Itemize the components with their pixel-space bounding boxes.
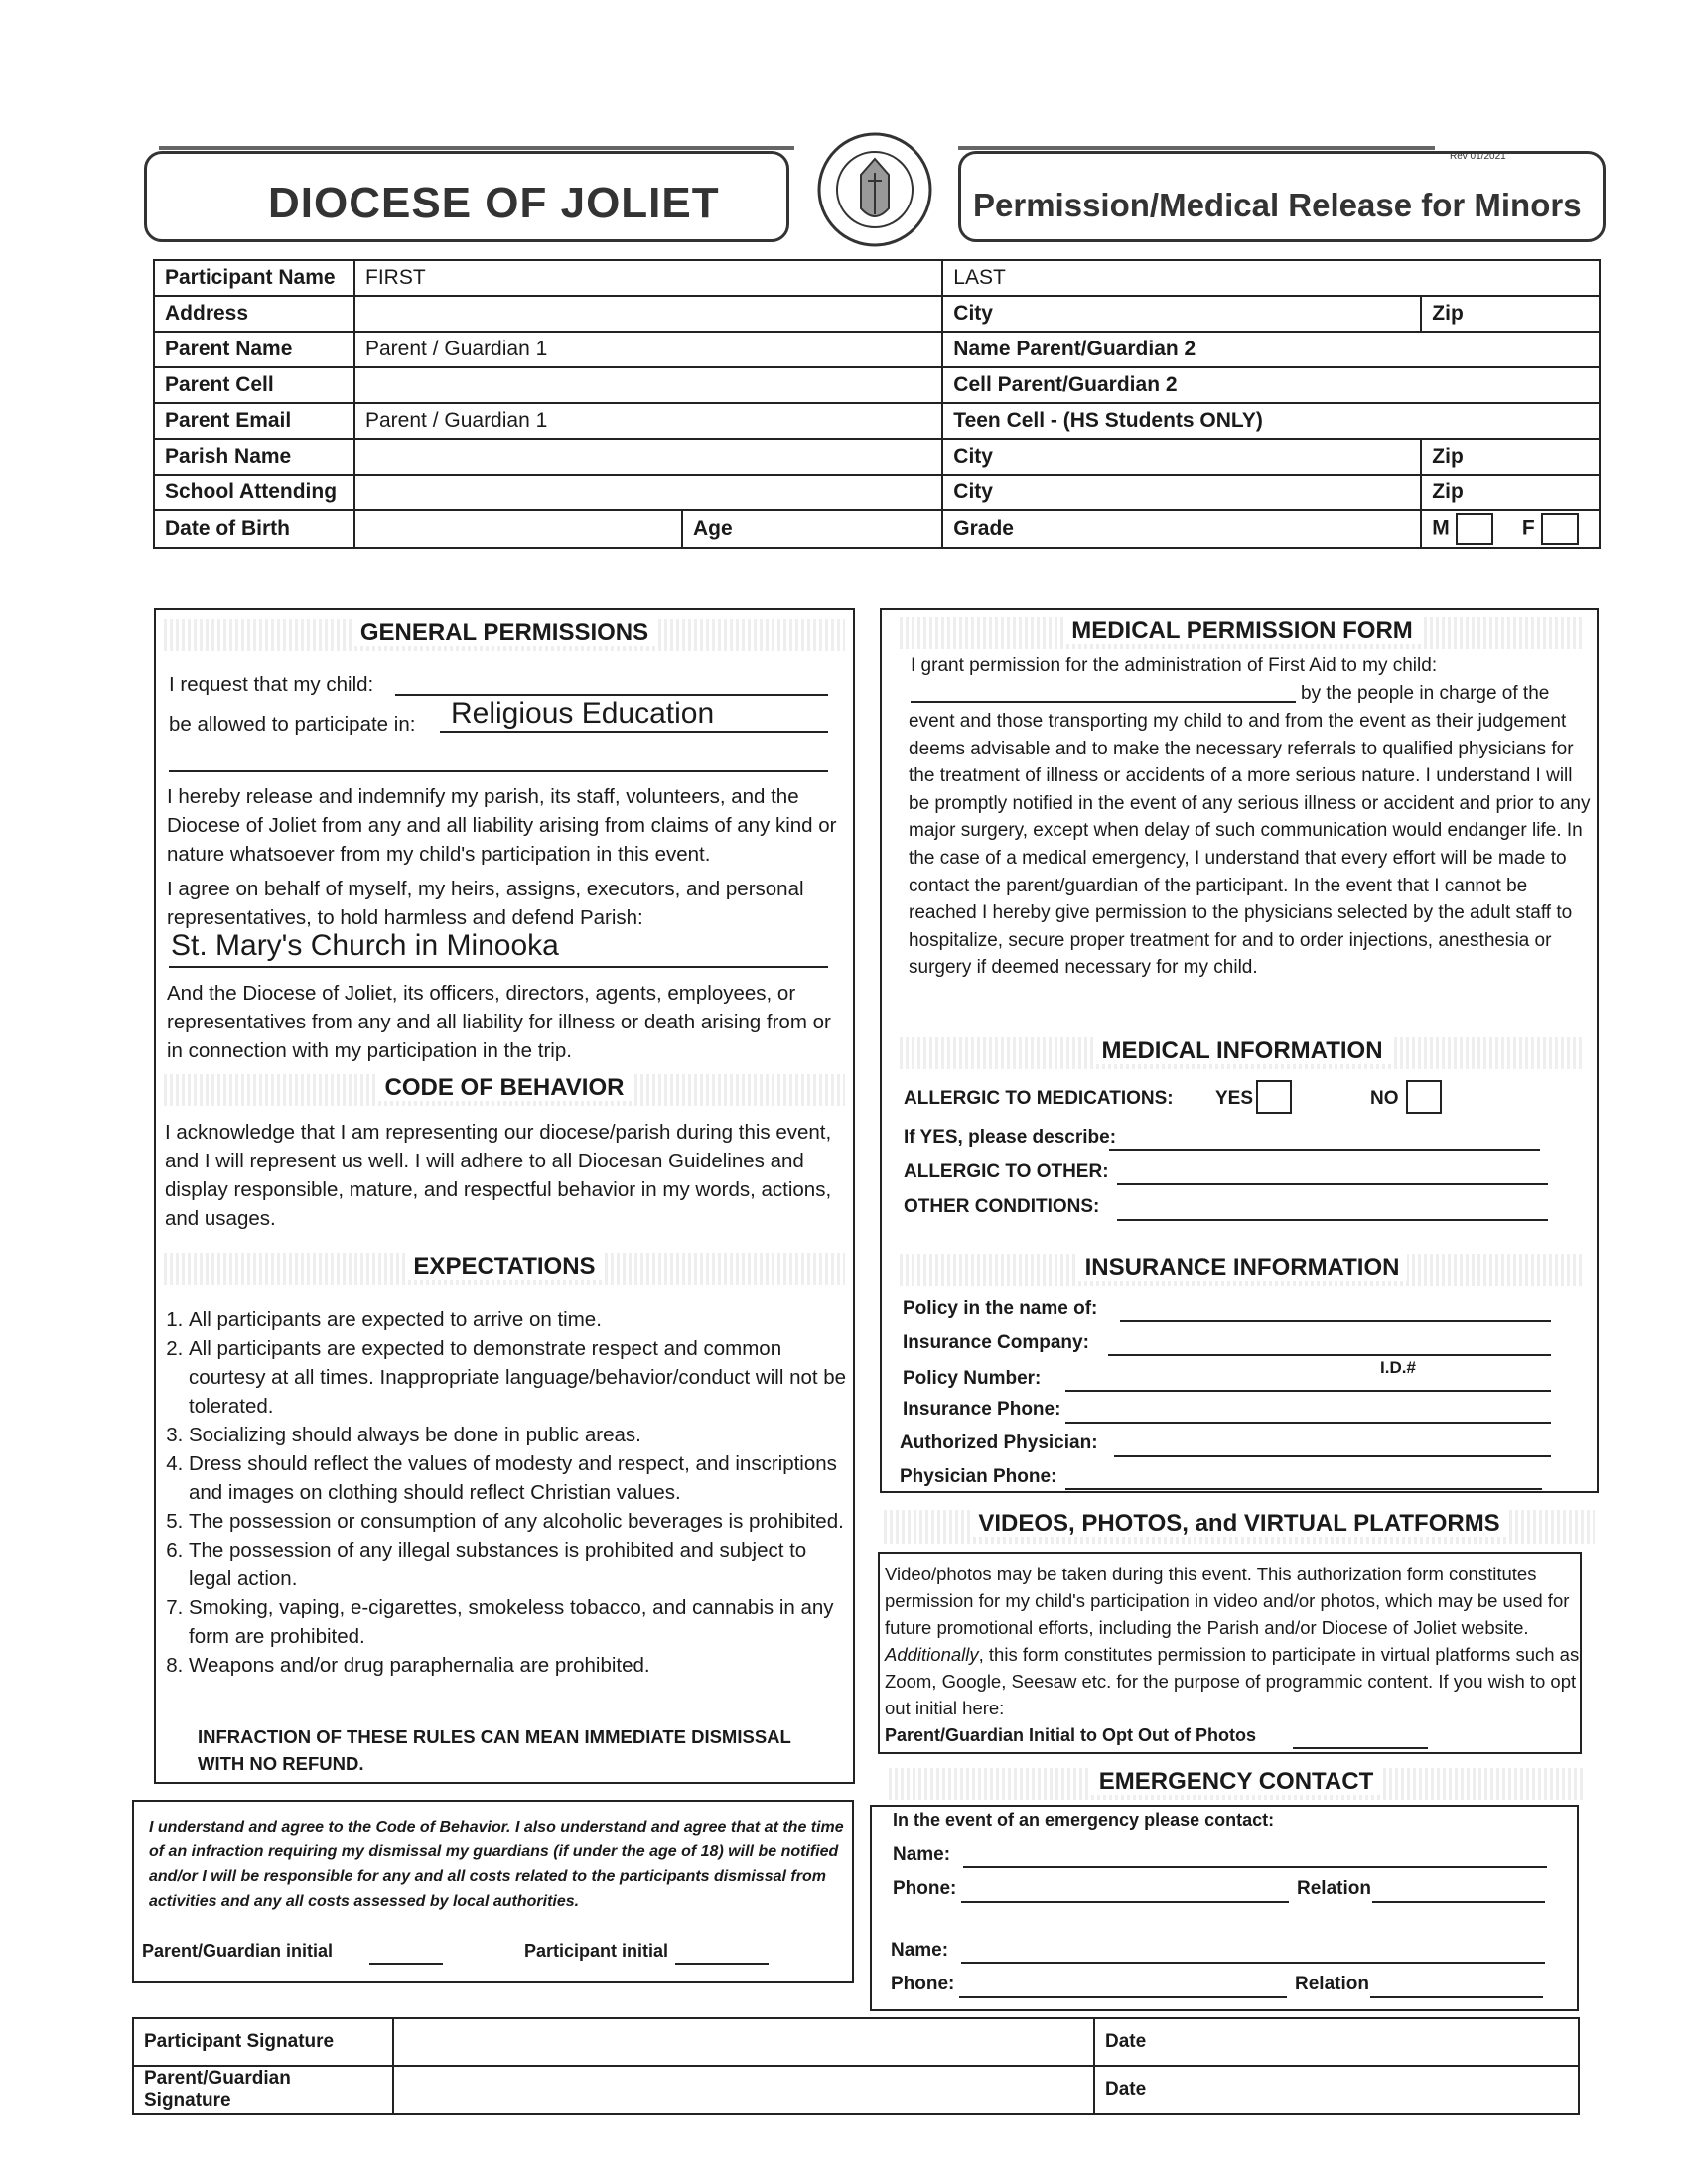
parent-email-field[interactable]: Parent / Guardian 1 [354, 403, 942, 439]
teen-cell-field[interactable]: Teen Cell - (HS Students ONLY) [942, 403, 1600, 439]
yes-label: YES [1215, 1088, 1254, 1109]
form-title: Permission/Medical Release for Minors [973, 187, 1582, 223]
allergic-yes-checkbox[interactable] [1256, 1080, 1292, 1114]
expectation-item: 5. The possession or consumption of any alcoholic beverages is prohibited. [189, 1507, 850, 1536]
gender-field [1421, 510, 1600, 548]
participant-initial-label: Participant initial [524, 1941, 669, 1961]
parent-initial-line[interactable] [369, 1941, 443, 1965]
agree-text: I agree on behalf of myself, my heirs, assigns, executors, and personal representatives, to hold harmless and defend Parish: [167, 878, 804, 929]
emergency-title: EMERGENCY CONTACT [889, 1768, 1584, 1800]
parent2-name-field[interactable]: Name Parent/Guardian 2 [942, 332, 1600, 367]
dob-field[interactable] [354, 510, 682, 548]
address-label: Address [154, 296, 354, 332]
allergic-other-line[interactable] [1117, 1161, 1548, 1185]
policy-name-label: Policy in the name of: [903, 1298, 1098, 1319]
parish-value[interactable]: St. Mary's Church in Minooka [171, 929, 559, 962]
school-field[interactable] [354, 475, 942, 510]
last-name-field[interactable]: LAST [942, 260, 1600, 296]
address-field[interactable] [354, 296, 942, 332]
parish-name-label: Parish Name [154, 439, 354, 475]
revision-label: Rev 01/2021 [1450, 151, 1506, 162]
contact2-phone-label: Phone: [891, 1974, 955, 1994]
contact2-name-line[interactable] [961, 1940, 1545, 1964]
city-field[interactable]: City [942, 296, 1421, 332]
infraction-text: INFRACTION OF THESE RULES CAN MEAN IMMEDIATE DISMISSAL WITH NO REFUND. [198, 1726, 791, 1774]
dob-label: Date of Birth [154, 510, 354, 548]
opt-out-initial-line[interactable] [1293, 1727, 1428, 1749]
participant-date-field[interactable]: Date [1094, 2018, 1579, 2066]
insurance-title: INSURANCE INFORMATION [900, 1254, 1585, 1286]
behavior-text: I acknowledge that I am representing our diocese/parish during this event, and I will represent us well. I will adhere to all Diocesan Guidelines and display responsible, mature, and respectful behavior in my words, actions, and usages. [165, 1121, 832, 1230]
contact2-relation-line[interactable] [1370, 1975, 1543, 1998]
school-zip-field[interactable]: Zip [1421, 475, 1600, 510]
gender-m-label: M [1432, 516, 1450, 540]
request-text: I request that my child: [169, 673, 374, 696]
gender-f-checkbox[interactable] [1541, 513, 1579, 545]
expectation-item: 4. Dress should reflect the values of modesty and respect, and inscriptions and images on clothing should reflect Christian values. [189, 1449, 850, 1507]
parent-name-field[interactable]: Parent / Guardian 1 [354, 332, 942, 367]
first-aid-text: I grant permission for the administration of First Aid to my child: [911, 655, 1438, 676]
if-yes-line[interactable] [1109, 1129, 1540, 1151]
signature-table [132, 2017, 1580, 2115]
expectation-item: 6. The possession of any illegal substances is prohibited and subject to legal action. [189, 1536, 850, 1593]
id-label: I.D.# [1380, 1358, 1416, 1377]
contact1-phone-line[interactable] [961, 1879, 1289, 1903]
allergic-other-label: ALLERGIC TO OTHER: [904, 1161, 1109, 1182]
code-of-behavior-title: CODE OF BEHAVIOR [164, 1074, 845, 1106]
contact2-phone-line[interactable] [959, 1975, 1287, 1998]
opt-out-label: Parent/Guardian Initial to Opt Out of Photos [885, 1725, 1257, 1745]
child-name-line[interactable] [395, 671, 828, 696]
diocese-seal-icon [816, 131, 933, 248]
expectation-item: 7. Smoking, vaping, e-cigarettes, smokeless tobacco, and cannabis in any form are prohibited. [189, 1593, 850, 1651]
expectations-list [165, 1305, 850, 1680]
physician-line[interactable] [1114, 1433, 1551, 1457]
if-yes-label: If YES, please describe: [904, 1127, 1117, 1148]
school-city-field[interactable]: City [942, 475, 1421, 510]
parent-cell-field[interactable] [354, 367, 942, 403]
contact2-relation-label: Relation [1295, 1974, 1369, 1994]
parish-city-field[interactable]: City [942, 439, 1421, 475]
physician-label: Authorized Physician: [900, 1433, 1098, 1453]
gender-f-label: F [1521, 516, 1535, 540]
policy-number-line[interactable] [1065, 1368, 1551, 1392]
physician-phone-line[interactable] [1065, 1466, 1542, 1490]
contact1-name-label: Name: [893, 1844, 951, 1865]
parent2-cell-field[interactable]: Cell Parent/Guardian 2 [942, 367, 1600, 403]
header-rule [958, 146, 1435, 150]
participant-info-table [153, 259, 1601, 549]
other-conditions-line[interactable] [1117, 1197, 1548, 1221]
zip-field[interactable]: Zip [1421, 296, 1600, 332]
parent-signature-label: Parent/Guardian Signature [133, 2066, 393, 2114]
parish-zip-field[interactable]: Zip [1421, 439, 1600, 475]
parent-signature-field[interactable] [393, 2066, 1094, 2114]
policy-number-label: Policy Number: [903, 1368, 1042, 1389]
allergic-no-checkbox[interactable] [1406, 1080, 1442, 1114]
other-conditions-label: OTHER CONDITIONS: [904, 1196, 1100, 1217]
videos-title: VIDEOS, PHOTOS, and VIRTUAL PLATFORMS [884, 1510, 1595, 1544]
participate-text: be allowed to participate in: [169, 713, 416, 736]
contact1-phone-label: Phone: [893, 1878, 957, 1899]
parent-email-label: Parent Email [154, 403, 354, 439]
general-permissions-title: GENERAL PERMISSIONS [164, 619, 845, 651]
contact2-name-label: Name: [891, 1940, 949, 1961]
age-field[interactable]: Age [682, 510, 942, 548]
videos-text: Video/photos may be taken during this event. This authorization form constitutes permission for my child's participation in video and/or photos, which may be used for future promotional efforts, including the Parish and/or Diocese of Joliet website. Additionally, this form constitutes permission to participate in virtual platforms such as Zoom, Google, Seesaw etc. for the purpose of programmic content. If you wish to opt out initial here: [885, 1564, 1580, 1718]
parent-name-label: Parent Name [154, 332, 354, 367]
school-label: School Attending [154, 475, 354, 510]
parent-cell-label: Parent Cell [154, 367, 354, 403]
expectations-title: EXPECTATIONS [164, 1253, 845, 1285]
agreement-text: I understand and agree to the Code of Behavior. I also understand and agree that at the time of an infraction requiring my dismissal my guardians (if under the age of 18) will be notified and/or I will be responsible for any and all costs related to the participants dismissal from activities and any all costs assessed by local authorities. [149, 1819, 844, 1910]
parent-initial-label: Parent/Guardian initial [142, 1941, 334, 1961]
medical-permission-title: MEDICAL PERMISSION FORM [900, 617, 1585, 649]
participant-signature-field[interactable] [393, 2018, 1094, 2066]
first-aid-child-line[interactable] [911, 677, 1296, 703]
expectation-item: 2. All participants are expected to demonstrate respect and common courtesy at all times. Inappropriate language/behavior/conduct will not be tolerated. [189, 1334, 850, 1421]
insurance-company-label: Insurance Company: [903, 1332, 1089, 1353]
first-name-field[interactable]: FIRST [354, 260, 942, 296]
diocese-release-text: And the Diocese of Joliet, its officers, directors, agents, employees, or representatives from any and all liability for illness or death arising from or in connection with my participation in the trip. [167, 982, 831, 1062]
allergic-meds-label: ALLERGIC TO MEDICATIONS: [904, 1088, 1174, 1109]
expectation-item: 1. All participants are expected to arrive on time. [189, 1305, 850, 1334]
participate-value[interactable]: Religious Education [451, 697, 715, 730]
parent-date-field[interactable]: Date [1094, 2066, 1579, 2114]
expectation-item: 3. Socializing should always be done in public areas. [189, 1421, 850, 1449]
participant-signature-label: Participant Signature [133, 2018, 393, 2066]
parish-name-field[interactable] [354, 439, 942, 475]
contact1-name-line[interactable] [963, 1844, 1547, 1868]
gender-m-checkbox[interactable] [1456, 513, 1493, 545]
medical-permission-text: event and those transporting my child to and from the event as their judgement deems advisable and to make the necessary referrals to qualified physicians for the treatment of illness or accidents of a more serious nature. I understand I will be promptly notified in the event of any serious illness or accident and prior to any major surgery, except when delay of such communication would endanger life. In the case of a medical emergency, I understand that every effort will be made to contact the parent/guardian of the participant. In the event that I cannot be reached I hereby give permission to the physicians selected by the adult staff to hospitalize, secure proper treatment for and to order injections, anesthesia or surgery if deemed necessary for my child. [909, 711, 1591, 979]
expectation-item: 8. Weapons and/or drug paraphernalia are prohibited. [189, 1651, 850, 1680]
contact1-relation-line[interactable] [1372, 1879, 1545, 1903]
grade-field[interactable]: Grade [942, 510, 1421, 548]
org-title: DIOCESE OF JOLIET [268, 179, 720, 227]
emergency-intro: In the event of an emergency please contact: [893, 1810, 1275, 1830]
header-rule [159, 146, 794, 150]
policy-name-line[interactable] [1120, 1298, 1551, 1322]
insurance-phone-label: Insurance Phone: [903, 1399, 1061, 1420]
participate-line-2[interactable] [169, 747, 828, 772]
participant-name-label: Participant Name [154, 260, 354, 296]
insurance-company-line[interactable] [1108, 1332, 1551, 1356]
release-text: I hereby release and indemnify my parish, its staff, volunteers, and the Diocese of Joliet from any and all liability arising from claims of any kind or nature whatsoever from my child's participation in this event. [167, 785, 837, 866]
medical-info-title: MEDICAL INFORMATION [900, 1037, 1585, 1069]
contact1-relation-label: Relation [1297, 1878, 1371, 1899]
no-label: NO [1370, 1088, 1399, 1109]
insurance-phone-line[interactable] [1065, 1400, 1551, 1424]
physician-phone-label: Physician Phone: [900, 1466, 1057, 1487]
participant-initial-line[interactable] [675, 1941, 769, 1965]
first-aid-text-2: by the people in charge of the [1301, 683, 1550, 704]
